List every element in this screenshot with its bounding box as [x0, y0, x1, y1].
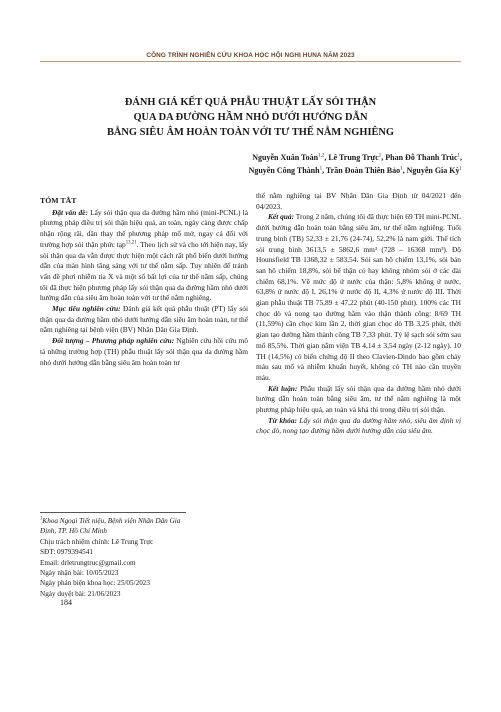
background-text-cont: . Theo lịch sử và cho tới hiện nay, lấy sỏi thận qua da vẫn được thực hiện một cách rất phổ biến dưới hướng dẫn của màn hình tăng sáng với tư thế nằm sấp. Tuy nhiên để tránh vấn đề phơi nhiễm tia X và một số bất lợi của tư thế nằm sấp, chúng tôi đã thực hiện phương pháp lấy sỏi thận qua da đường hầm nhỏ dưới hướng dẫn của siêu âm hoàn toàn với tư thế nằm nghiêng.: [40, 239, 248, 303]
right-column: [256, 191, 461, 437]
footnote-phone: SĐT: 0979394541: [40, 548, 93, 557]
background-text: Lấy sỏi thận qua da đường hầm nhỏ (mini-PCNL) là phương pháp điều trị sỏi thận hiệu quả, an toàn, ngày càng được chấp nhận rộng rãi, dần thay thế phương pháp mổ mở, ngay cả đối với trường hợp sỏi thận phức tạp: [40, 207, 248, 249]
left-column: [40, 196, 248, 368]
background-label: Đặt vấn đề:: [52, 207, 88, 217]
author-affiliation: 1: [400, 166, 403, 172]
author-separator: ,: [322, 166, 326, 175]
results-text: Trong 2 năm, chúng tôi đã thực hiện 69 TH mini-PCNL dưới hướng dẫn hoàn toàn bằng siêu âm, tư thế nằm nghiêng. Tuổi trung bình (TB) 52,33 ± 21,76 (24-74), 52,2% là nam giới. Thể tích sỏi trung bình 3613,5 ± 5862,6 mm³ (728 – 16368 mm³). Độ Hounsfield TB 1368,32 ± 583,54. Sỏi san hô chiếm 13,1%, sỏi bán san hô chiếm 18,8%, sỏi bể thận có hay không nhóm sỏi ở các đài chiếm 68,1%. Về mức độ ứ nước của thận: 5,8% không ứ nước, 63,8% ứ nước độ I, 26,1% ứ nước độ II, 4,3% ứ nước độ III. Thời gian phẫu thuật TB 75,89 ± 47,22 phút (40-150 phút). 100% các TH chọc dò và nong tạo đường hầm vào thận thành công: 8/69 TH (11,59%) cần chọc kim lần 2, thời gian chọc dò TB 3,25 phút, thời gian tạo đường hầm thành công TB 7,33 phút. Tỷ lệ sạch sỏi sớm sau mổ 85,5%. Thời gian nằm viện TB 4,14 ± 3,54 ngày (2-12 ngày). 10 TH (14,5%) có biến chứng độ II theo Clavien-Dindo bao gồm chảy máu sau mổ và nhiễm khuẩn huyết, không có TH nào cần truyền máu.: [256, 212, 461, 382]
footnote-accepted-date: Ngày duyệt bài: 21/06/2023: [40, 589, 121, 598]
author-name: Nguyễn Xuân Toàn: [252, 153, 319, 162]
keywords-label: Từ khóa:: [268, 415, 297, 425]
author-affiliation: 1: [459, 166, 462, 172]
results-label: Kết quả:: [268, 212, 295, 222]
footnotes: [40, 516, 250, 599]
author-list: [102, 151, 462, 177]
page-number: 184: [60, 598, 72, 607]
author-line-2: [102, 164, 462, 177]
section-title-abstract: TÓM TẮT: [40, 196, 77, 205]
author-name: Lê Trung Trực: [328, 153, 379, 162]
footnote-affiliation-line-1: [40, 516, 250, 526]
objective-text: Đánh giá kết quả phẫu thuật (PT) lấy sỏi thận qua da đường hầm nhỏ dưới hướng dẫn siêu âm hoàn toàn, tư thế nằm nghiêng tại bệnh viện (BV) Nhân Dân Gia Định.: [40, 304, 248, 335]
keywords-text: Lấy sỏi thận qua da đường hầm nhỏ, siêu âm định vị chọc dò, nong tạo đường hầm dưới hướng dẫn của siêu âm.: [256, 415, 461, 436]
footnote-reviewed-date: Ngày phản biện khoa học: 25/05/2023: [40, 579, 150, 588]
abstract-keywords: [256, 416, 461, 437]
abstract-methods: [40, 336, 248, 368]
citation-ref: 13,21: [125, 240, 137, 246]
methods-text: Nghiên cứu hồi cứu mô tả những trường hợp (TH) phẫu thuật lấy sỏi thận qua da đường hầm nhỏ dưới hướng dẫn bằng siêu âm hoàn toàn tư: [40, 336, 248, 367]
author-affiliation: 1: [457, 153, 460, 159]
title-line-3: BẰNG SIÊU ÂM HOÀN TOÀN VỚI TƯ THẾ NẰM NGHIÊNG: [106, 127, 395, 138]
abstract-conclusion: [256, 384, 461, 416]
author-affiliation: 1,2: [318, 153, 325, 159]
title-line-2: QUA DA ĐƯỜNG HẦM NHỎ DƯỚI HƯỚNG DẪN: [133, 112, 368, 123]
footnote-contact: Chịu trách nhiệm chính: Lê Trung Trực: [40, 537, 154, 546]
footnote-rule: [40, 512, 186, 513]
conclusion-label: Kết luận:: [268, 383, 298, 393]
author-separator: ,: [324, 153, 329, 162]
author-separator: ,: [460, 153, 462, 162]
author-name: Nguyễn Công Thành: [248, 166, 320, 175]
author-affiliation: 1: [378, 153, 382, 159]
footnote-marker: 1: [40, 516, 43, 522]
author-affiliation: 1: [319, 166, 323, 172]
footnote-email: Email: drletrungtruc@gmail.com: [40, 558, 136, 567]
title-line-1: ĐÁNH GIÁ KẾT QUẢ PHẪU THUẬT LẤY SỎI THẬN: [124, 97, 377, 108]
author-separator: ,: [402, 166, 407, 175]
author-separator: ,: [381, 153, 386, 162]
methods-label: Đối tượng – Phương pháp nghiên cứu:: [52, 336, 175, 346]
objective-label: Mục tiêu nghiên cứu:: [52, 304, 121, 314]
author-line-1: [102, 151, 462, 164]
abstract-results: [256, 212, 461, 383]
methods-continued: thế nằm nghiêng tại BV Nhân Dân Gia Định từ 04/2021 đến 04/2023.: [256, 191, 461, 211]
conclusion-text: Phẫu thuật lấy sỏi thận qua da đường hầm nhỏ dưới hướng dẫn hoàn toàn bằng siêu âm, tư thế nằm nghiêng là một phương pháp hiệu quả, an toàn và khả thi trong điều trị sỏi thận.: [256, 383, 461, 415]
article-title: [40, 95, 461, 140]
header-rule: [40, 61, 461, 62]
footnote-affiliation-line-2: Định, TP. Hồ Chí Minh: [40, 527, 107, 536]
abstract-background: [40, 208, 248, 304]
abstract-objective: [40, 304, 248, 336]
author-name: Phan Đỗ Thanh Trúc: [385, 153, 458, 162]
author-name: Nguyễn Gia Kỳ: [406, 166, 460, 175]
footnote-affiliation-text: Khoa Ngoại Tiết niệu, Bệnh viện Nhân Dân Gia: [42, 517, 181, 525]
footnote-received-date: Ngày nhận bài: 10/05/2023: [40, 569, 119, 578]
running-header: CÔNG TRÌNH NGHIÊN CỨU KHOA HỌC HỘI NGHỊ HUNA NĂM 2023: [146, 52, 355, 59]
author-name: Trần Đoàn Thiên Bảo: [325, 166, 401, 175]
